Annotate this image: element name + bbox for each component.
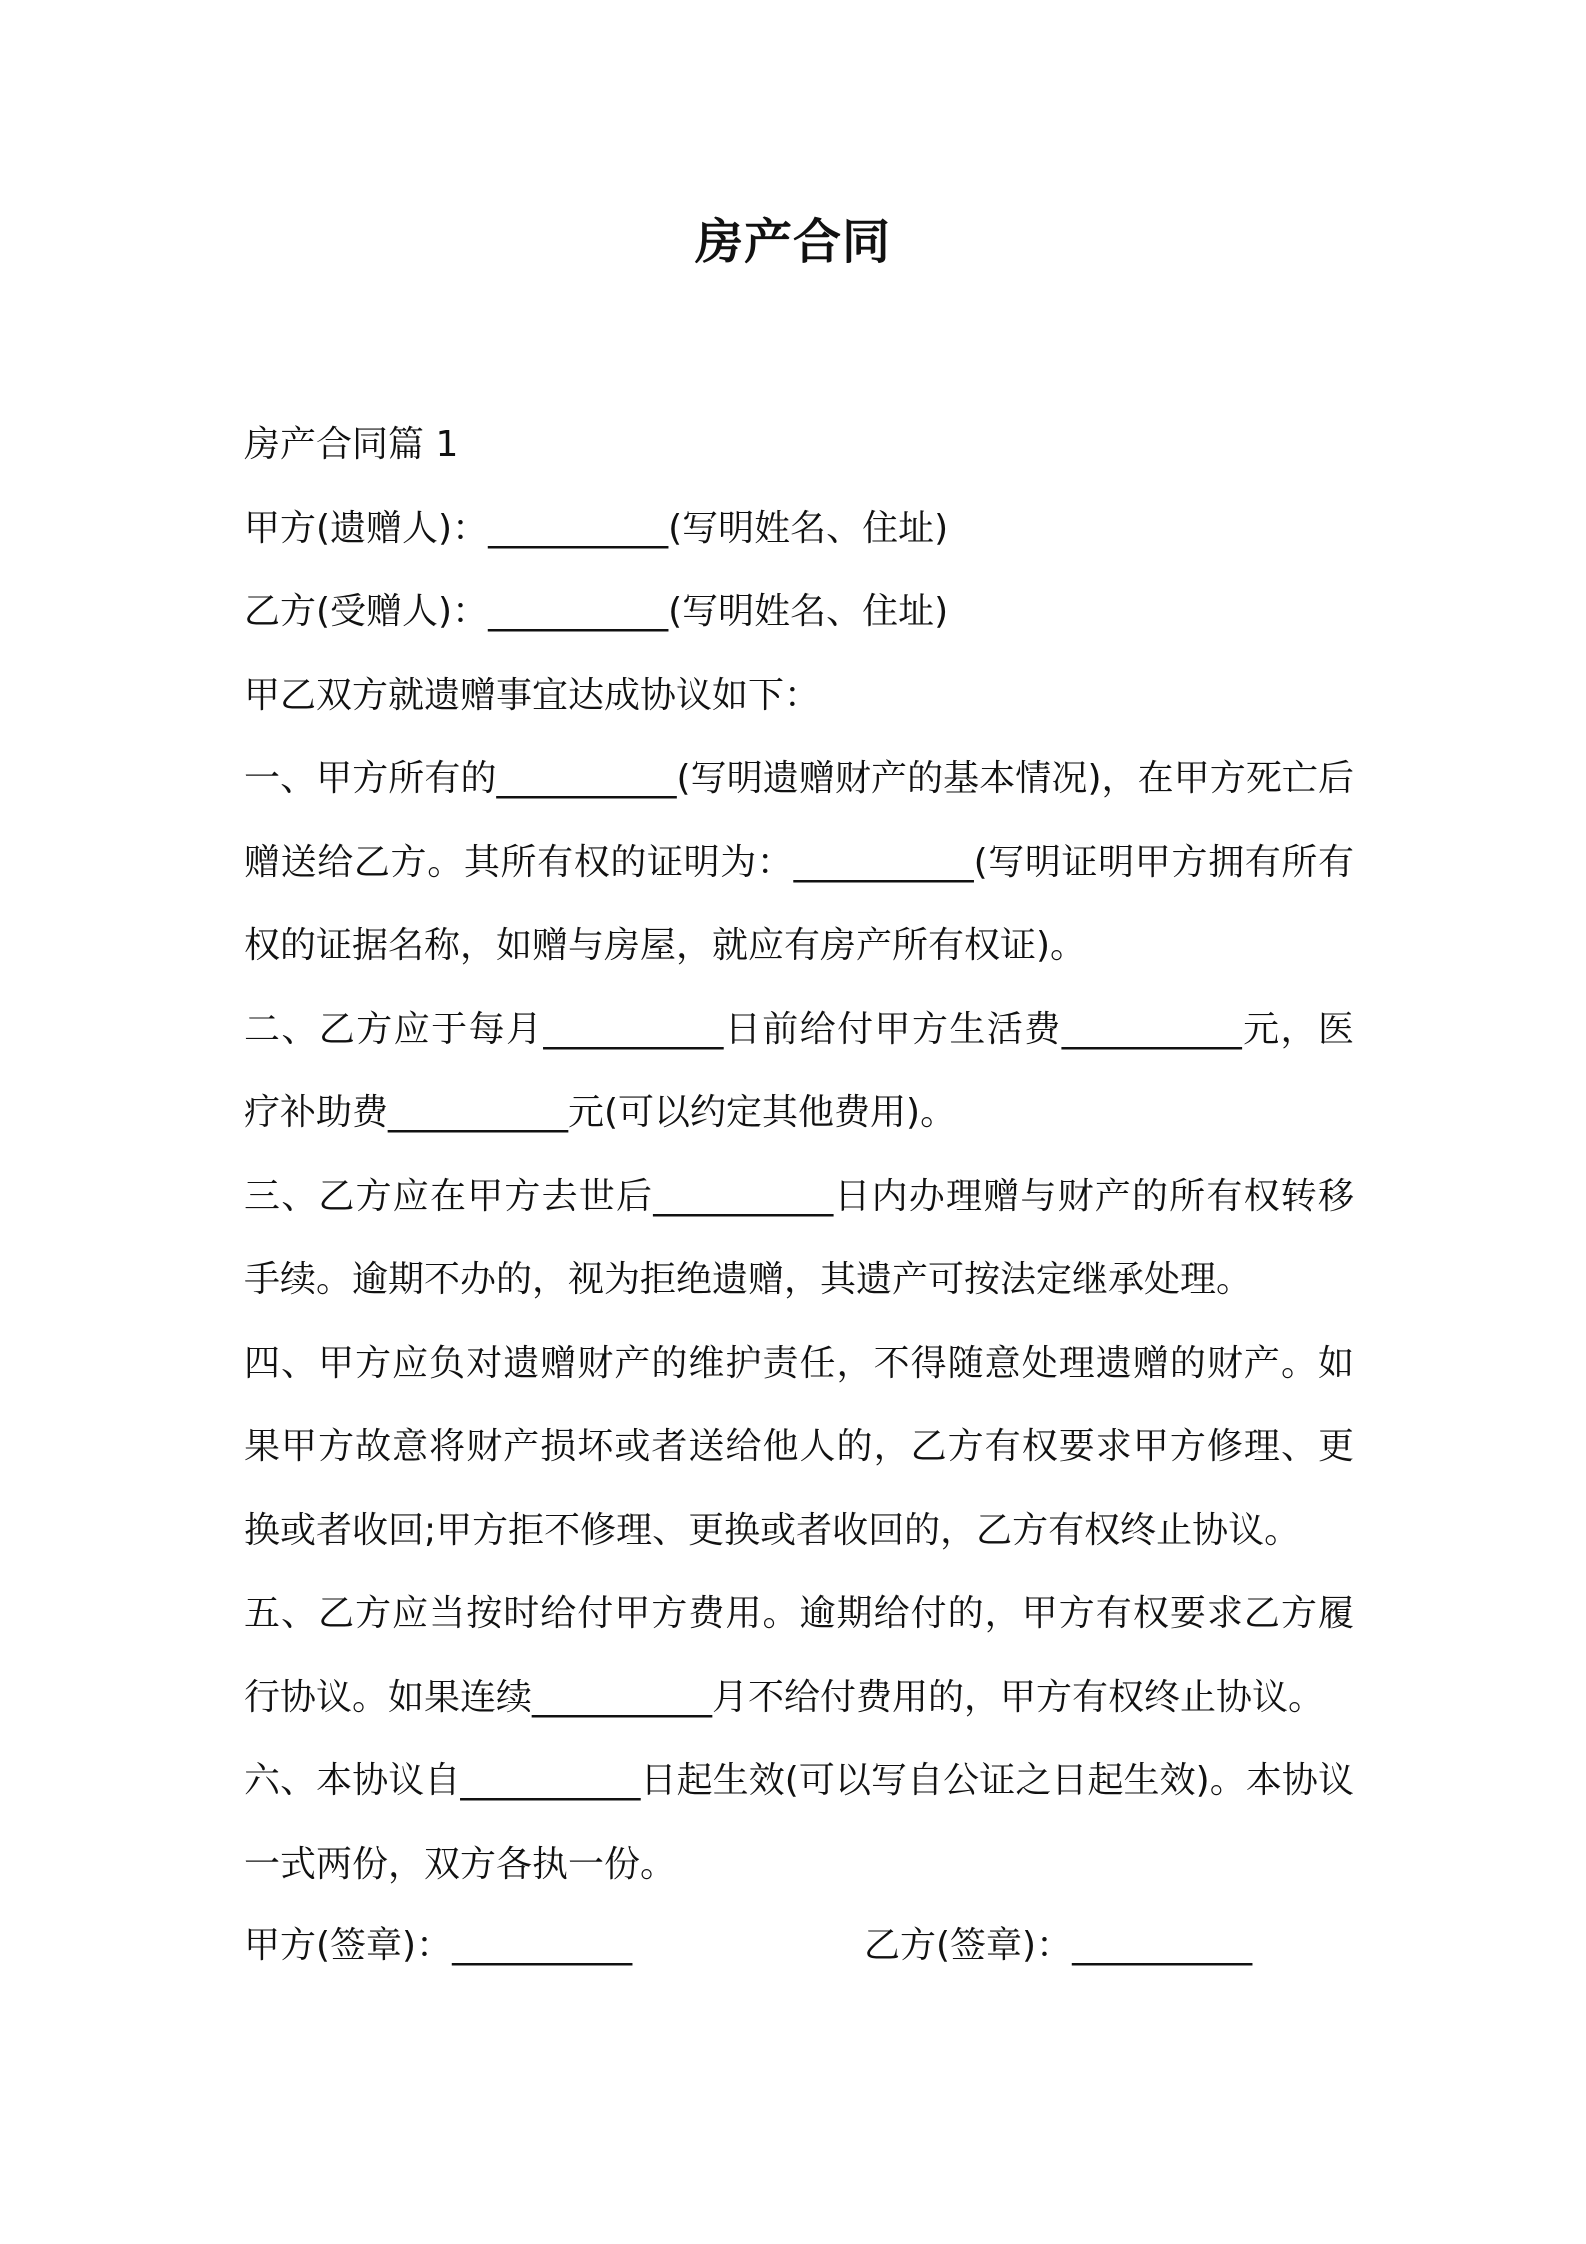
section-heading: 房产合同篇 1 [244,424,459,465]
clause-1: 一、甲方所有的__________(写明遗赠财产的基本情况)，在甲方死亡后赠送给乙方。其所有权的证明为：__________(写明证明甲方拥有所有权的证据名称，如赠与房屋，就应有房产所有权证)。 [244,758,1354,966]
clause-5: 五、乙方应当按时给付甲方费用。逾期给付的，甲方有权要求乙方履行协议。如果连续__________月不给付费用的，甲方有权终止协议。 [244,1593,1354,1718]
party-a-line: 甲方(遗赠人)：__________(写明姓名、住址) [244,507,949,549]
party-a-signature: 甲方(签章)：__________ [244,1925,633,1966]
document-title: 房产合同 [694,214,891,270]
agreement-intro: 甲乙双方就遗赠事宜达成协议如下： [244,674,821,716]
party-b-line: 乙方(受赠人)：__________(写明姓名、住址) [244,591,949,632]
document-body [244,403,1354,1906]
signature-row [244,1904,1354,1988]
clause-6: 六、本协议自__________日起生效(可以写自公证之日起生效)。本协议一式两份，双方各执一份。 [244,1760,1354,1885]
clause-4: 四、甲方应负对遗赠财产的维护责任，不得随意处理遗赠的财产。如果甲方故意将财产损坏或者送给他人的，乙方有权要求甲方修理、更换或者收回;甲方拒不修理、更换或者收回的，乙方有权终止协议。 [244,1342,1354,1551]
clause-2: 二、乙方应于每月__________日前给付甲方生活费__________元，医疗补助费__________元(可以约定其他费用)。 [244,1008,1354,1133]
party-b-signature: 乙方(签章)：__________ [864,1925,1253,1966]
clause-3: 三、乙方应在甲方去世后__________日内办理赠与财产的所有权转移手续。逾期不办的，视为拒绝遗赠，其遗产可按法定继承处理。 [244,1175,1354,1300]
